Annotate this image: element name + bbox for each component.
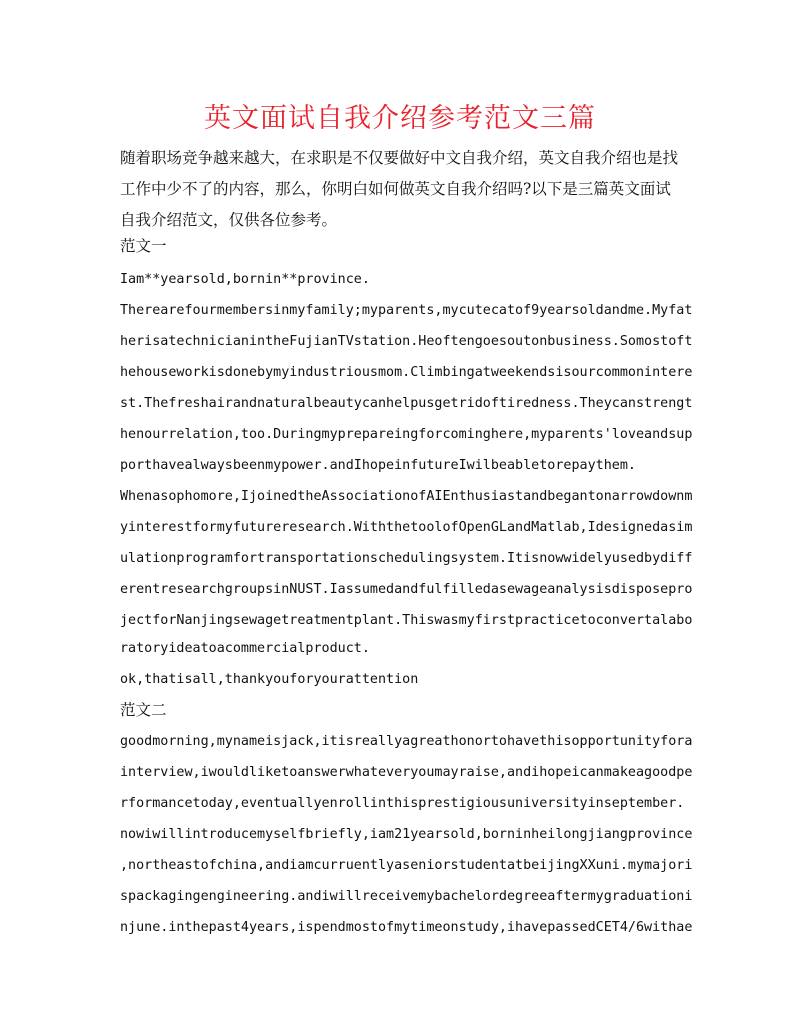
paragraph-line: spackagingengineering.andiwillreceivemybachelordegreeaftermygraduationi (120, 889, 693, 904)
paragraph-line: henourrelation,too.Duringmyprepareingforcominghere,myparents'loveandsup (120, 427, 693, 442)
section-heading-2: 范文二 (120, 701, 167, 719)
paragraph-line: Iam**yearsold,bornin**province. (120, 272, 370, 287)
paragraph-line: interview,iwouldliketoanswerwhateveryoumayraise,andihopeicanmakeagoodpe (120, 765, 693, 780)
paragraph-line: st.Thefreshairandnaturalbeautycanhelpusgetridoftiredness.Theycanstrengt (120, 396, 693, 411)
paragraph-line: jectforNanjingsewagetreatmentplant.Thiswasmyfirstpracticetoconvertalabo (120, 613, 693, 628)
paragraph-line: porthavealwaysbeenmypower.andIhopeinfutureIwilbeabletorepaythem. (120, 458, 636, 473)
closing-line: ok,thatisall,thankyouforyourattention (120, 672, 419, 687)
paragraph-line: herisatechnicianintheFujianTVstation.Heoftengoesoutonbusiness.Somostoft (120, 334, 693, 349)
paragraph-line: erentresearchgroupsinNUST.Iassumedandfulfilledasewageanalysisdisposepro (120, 582, 693, 597)
paragraph-line: Therearefourmembersinmyfamily;myparents,mycutecatof9yearsoldandme.Myfat (120, 303, 693, 318)
paragraph-line: goodmorning,mynameisjack,itisreallyagreathonortohavethisopportunityfora (120, 734, 693, 749)
paragraph-line: hehouseworkisdonebymyindustriousmom.Climbingatweekendsisourcommonintere (120, 365, 693, 380)
paragraph-line: yinterestformyfutureresearch.WiththetoolofOpenGLandMatlab,Idesignedasim (120, 520, 693, 535)
paragraph-line: nowiwillintroducemyselfbriefly,iam21yearsold,borninheilongjiangprovince (120, 827, 693, 842)
document-title: 英文面试自我介绍参考范文三篇 (204, 103, 596, 134)
paragraph-line: ratoryideatoacommercialproduct. (120, 641, 370, 656)
paragraph-line: rformancetoday,eventuallyenrollinthisprestigiousuniversityinseptember. (120, 796, 685, 811)
paragraph-line: ulationprogramfortransportationschedulingsystem.Itisnowwidelyusedbydiff (120, 551, 693, 566)
intro-paragraph: 随着职场竞争越来越大，在求职是不仅要做好中文自我介绍，英文自我介绍也是找工作中少不了的内容，那么，你明白如何做英文自我介绍吗?以下是三篇英文面试自我介绍范文，仅供各位参考。 (120, 149, 679, 229)
paragraph-line: Whenasophomore,IjoinedtheAssociationofAIEnthusiastandbegantonarrowdownm (120, 489, 693, 504)
paragraph-line: njune.inthepast4years,ispendmostofmytimeonstudy,ihavepassedCET4/6withae (120, 920, 693, 935)
section-heading-1: 范文一 (120, 237, 167, 255)
paragraph-line: ,northeastofchina,andiamcurruentlyaseniorstudentatbeijingXXuni.mymajori (120, 858, 693, 873)
